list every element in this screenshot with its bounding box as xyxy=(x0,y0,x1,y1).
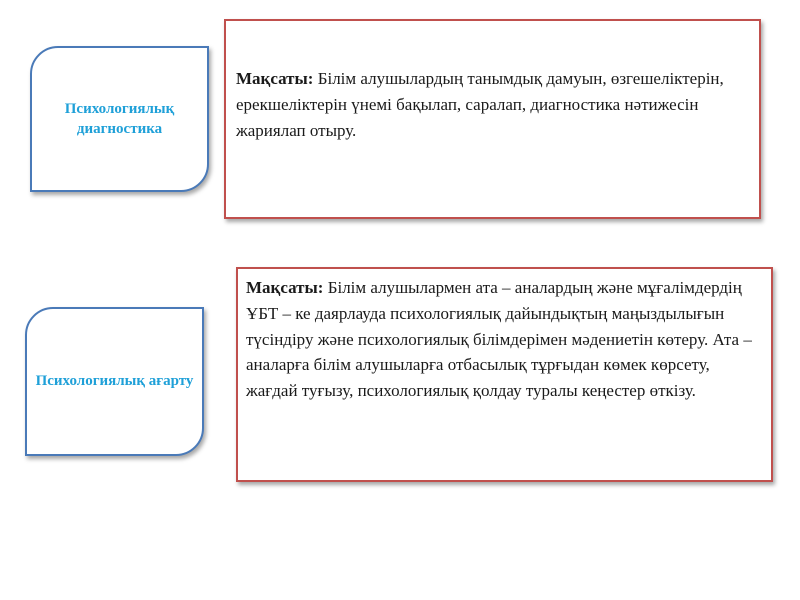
diagnostics-title-box xyxy=(30,46,209,192)
diagnostics-goal-label: Мақсаты: xyxy=(236,69,314,88)
education-title: Психологиялық ағарту xyxy=(35,373,194,390)
education-goal-text: Білім алушылармен ата – аналардың және мұғалімдердің ҰБТ – ке даярлауда психологиялық дайындықтың маңыздылығын түсіндіру және психологиялық білімдерімен мәдениетін көтеру. Ата – аналарға білім алушыларға отбасылық тұрғыдан көмек көрсету, жағдай туғызу, психологиялық қолдау туралы кеңестер өткізу. xyxy=(246,278,752,401)
education-title-box xyxy=(25,307,204,456)
diagnostics-goal-box xyxy=(224,19,761,219)
education-goal-box xyxy=(236,267,773,482)
diagnostics-goal-text: Білім алушылардың танымдық дамуын, өзгешеліктерін, ерекшеліктерін үнемі бақылап, саралап, диагностика нәтижесін жариялап отыру. xyxy=(236,69,724,140)
diagnostics-title: Психологиялық диагностика xyxy=(64,100,175,137)
education-goal-label: Мақсаты: xyxy=(246,278,324,297)
